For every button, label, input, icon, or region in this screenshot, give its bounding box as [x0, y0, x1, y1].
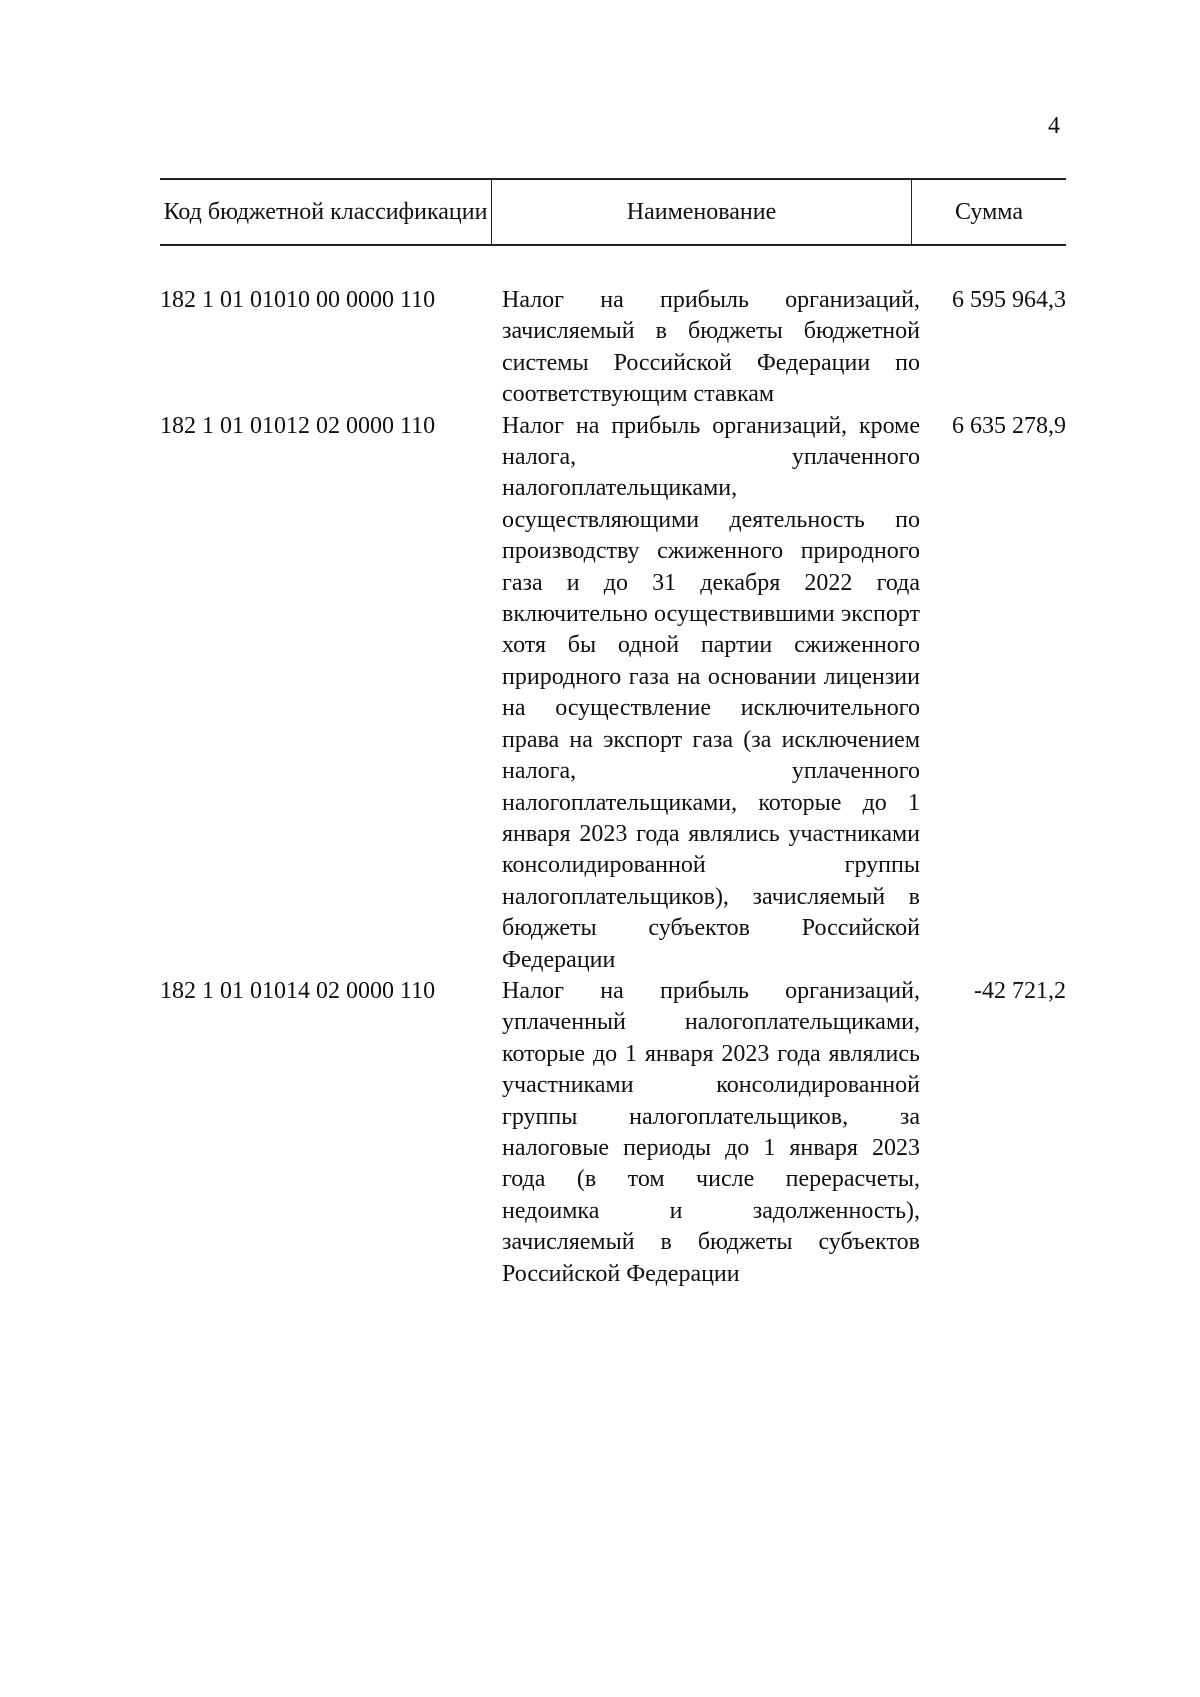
header-name: Наименование [492, 180, 912, 244]
row-code: 182 1 01 01012 02 0000 110 [160, 412, 436, 439]
page-number: 4 [1048, 113, 1060, 139]
table-row [160, 976, 1066, 1290]
row-sum: 6 635 278,9 [952, 412, 1066, 439]
row-code: 182 1 01 01010 00 0000 110 [160, 287, 436, 313]
table-row [160, 411, 1066, 976]
table-row [160, 285, 1066, 411]
header-code: Код бюджетной классификации [160, 180, 492, 244]
row-name: Налог на прибыль организаций, уплаченный налогоплательщиками, которые до 1 января 2023 года являлись участниками консолидированной группы налогоплательщиков, за налоговые периоды до 1 января 2023 года (в том числе перерасчеты, недоимка и задолженность), зачисляемый в бюджеты субъектов Российской Федерации [502, 977, 920, 1287]
header-sum: Сумма [955, 199, 1023, 225]
row-sum: 6 595 964,3 [952, 287, 1066, 313]
row-name: Налог на прибыль организаций, зачисляемый в бюджеты бюджетной системы Российской Федерации по соответствующим ставкам [502, 287, 920, 408]
table-header [160, 178, 1066, 246]
table-body [160, 285, 1066, 1290]
row-sum: -42 721,2 [974, 977, 1066, 1004]
row-name: Налог на прибыль организаций, кроме налога, уплаченного налогоплательщиками, осуществляющими деятельность по производству сжиженного природного газа и до 31 декабря 2022 года включительно осуществившими экспорт хотя бы одной партии сжиженного природного газа на основании лицензии на осуществление исключительного права на экспорт газа (за исключением налога, уплаченного налогоплательщиками, которые до 1 января 2023 года являлись участниками консолидированной группы налогоплательщиков), зачисляемый в бюджеты субъектов Российской Федерации [502, 412, 920, 973]
row-code: 182 1 01 01014 02 0000 110 [160, 977, 436, 1004]
